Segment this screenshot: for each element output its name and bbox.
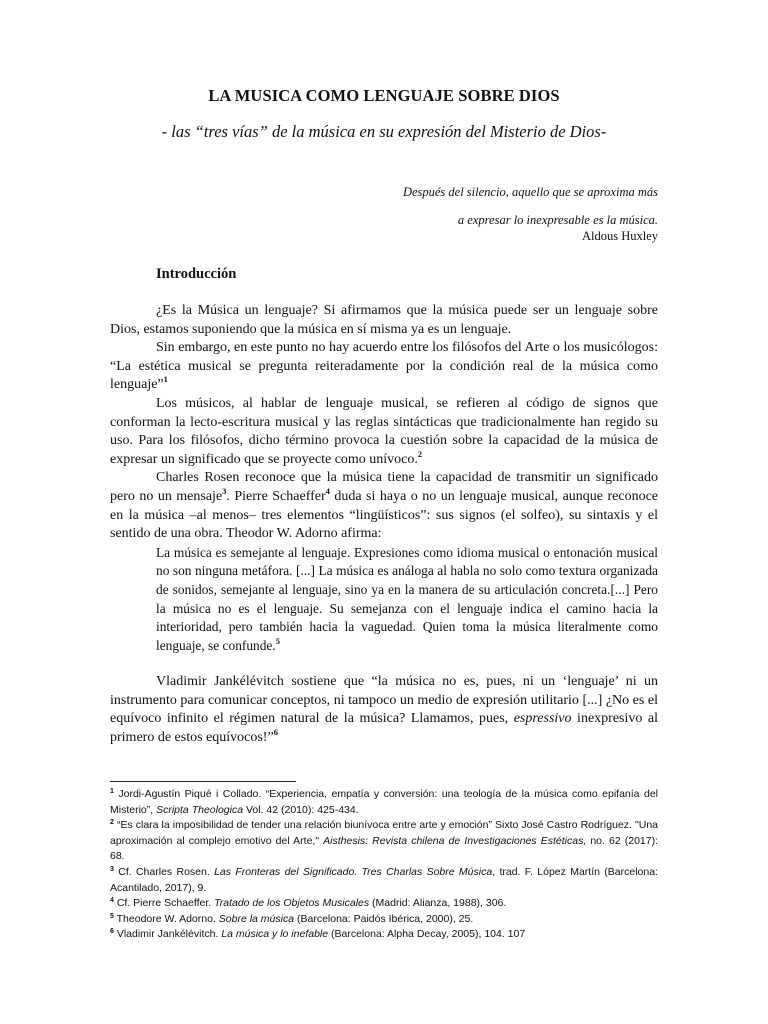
footnote-3-italic: Las Fronteras del Significado. Tres Charlas Sobre Música <box>214 865 493 878</box>
block-quote-text: La música es semejante al lenguaje. Expresiones como idioma musical o entonación musical no son ninguna metáfora. [...] La música es análoga al habla no solo como textura organizada de sonidos, semejante al lenguaje, sino ya en la manera de su articulación concreta.[...] Pero la música no es el lenguaje. Su semejanza con el lenguaje indica el camino hacia la interioridad, pero también hacia la vaguedad. Quien toma la música literalmente como lenguaje, se confunde. <box>156 544 658 653</box>
footnote-1-text-c: Vol. 42 (2010): 425-434. <box>243 803 359 816</box>
paragraph-4-text-c: duda si haya o no un lenguaje musical, aunque reconoce en la música –al menos– tres elementos “lingüísticos”: sus signos (el solfeo), su sintaxis y el sentido de una obra. Theodor W. Adorno afirma: <box>110 488 658 542</box>
paragraph-1 <box>110 302 658 339</box>
paragraph-4-text-b: . Pierre Schaeffer <box>226 488 326 504</box>
paragraph-5-text-a: Vladimir Jankélévitch sostiene que “la música no es, pues, ni un ‘lenguaje’ ni un instrumento para comunicar conceptos, ni tampoco un medio de expresión utilitario [...] ¿No es el equívoco infinito el régimen natural de la música? Llamamos, pues, <box>110 674 658 727</box>
footnote-ref-6[interactable]: 6 <box>273 727 278 738</box>
paragraph-4 <box>110 469 658 543</box>
footnote-2-text-a: “Es clara la imposibilidad de tender una relación biunívoca entre arte y emoción” Sixto José Castro Rodríguez. "Una aproximación al complejo emotivo del Arte," <box>110 819 658 847</box>
epigraph-line-1: Después del silencio, aquello que se aproxima más <box>402 185 658 199</box>
footnote-ref-5[interactable]: 5 <box>275 635 280 646</box>
footnote-3-text-c: , trad. F. López Martín (Barcelona: Acantilado, 2017), 9. <box>110 865 658 894</box>
footnote-6 <box>110 927 658 943</box>
paragraph-5-text-c: inexpresivo al primero de estos equívocos!” <box>110 711 659 746</box>
paragraph-2-text: Sin embargo, en este punto no hay acuerdo entre los filósofos del Arte o los musicólogos: “La estética musical se pregunta reiteradamente por la condición real de la música como lenguaje” <box>110 340 658 393</box>
footnote-6-text-a: Vladimir Jankélévitch. <box>113 928 222 941</box>
footnote-2-italic: Aisthesis: Revista chilena de Investigaciones Estéticas, <box>323 834 587 847</box>
footnote-5-text-a: Theodore W. Adorno. <box>113 912 219 925</box>
footnote-4-text-c: (Madrid: Alianza, 1988), 306. <box>369 897 507 910</box>
footnote-ref-2[interactable]: 2 <box>417 448 423 459</box>
paragraph-5-italic: espressivo <box>513 711 572 727</box>
epigraph-author: Aldous Huxley <box>581 229 658 243</box>
paragraph-4-text-a: Charles Rosen reconoce que la música tiene la capacidad de transmitir un significado pero no un mensaje <box>110 470 658 504</box>
footnote-3 <box>110 865 658 896</box>
footnote-mark-1: 1 <box>110 788 114 795</box>
document-subtitle: - las “tres vías” de la música en su expresión del Misterio de Dios- <box>161 122 607 141</box>
footnote-4-text-a: Cf. Pierre Schaeffer. <box>113 897 215 910</box>
footnote-5-text-c: (Barcelona: Paidós Ibérica, 2000), 25. <box>294 912 474 925</box>
footnote-separator <box>110 781 296 782</box>
footnote-mark-2: 2 <box>110 819 114 827</box>
footnote-mark-4: 4 <box>110 897 114 905</box>
footnote-mark-6: 6 <box>110 928 114 936</box>
paragraph-1-text: ¿Es la Música un lenguaje? Si afirmamos que la música puede ser un lenguaje sobre Dios, estamos suponiendo que la música en sí misma ya es un lenguaje. <box>110 303 658 337</box>
footnote-ref-4[interactable]: 4 <box>325 485 330 496</box>
paragraph-3 <box>110 395 658 469</box>
section-heading: Introducción <box>156 266 237 282</box>
block-quote <box>156 544 658 656</box>
footnote-ref-3[interactable]: 3 <box>222 485 227 496</box>
footnote-5 <box>110 912 658 928</box>
footnote-mark-3: 3 <box>110 865 114 873</box>
footnote-1-text-a: Jordi-Agustín Piqué i Collado. “Experiencia, empatía y conversión: una teología de la música como epifanía del Misterio”, <box>110 788 658 816</box>
footnotes <box>110 787 658 943</box>
epigraph-line-2: a expresar lo inexpresable es la música. <box>457 213 658 227</box>
footnote-1 <box>110 787 658 818</box>
footnote-ref-1[interactable]: 1 <box>163 374 168 385</box>
footnote-1-italic: Scripta Theologica <box>156 803 244 816</box>
footnote-3-text-a: Cf. Charles Rosen. <box>113 865 215 878</box>
paragraph-2 <box>110 339 658 395</box>
footnote-4-italic: Tratado de los Objetos Musicales <box>214 897 370 910</box>
footnote-mark-5: 5 <box>110 912 114 920</box>
footnote-2-text-c: no. 62 (2017): 68. <box>110 834 659 863</box>
footnote-4 <box>110 896 658 912</box>
footnote-5-italic: Sobre la música <box>218 912 295 925</box>
footnote-2 <box>110 818 658 865</box>
paragraph-3-text: Los músicos, al hablar de lenguaje musical, se refieren al código de signos que conforman la lecto-escritura musical y las reglas sintácticas que tradicionalmente han regido su uso. Para los filósofos, dicho término provoca la cuestión sobre la capacidad de la música de expresar un significado que se proyecte como unívoco. <box>110 395 658 467</box>
document-title: LA MUSICA COMO LENGUAJE SOBRE DIOS <box>208 86 560 105</box>
footnote-6-text-c: (Barcelona: Alpha Decay, 2005), 104. 107 <box>328 928 526 941</box>
body-text <box>110 302 658 748</box>
paragraph-5 <box>110 673 658 747</box>
footnote-6-italic: La música y lo inefable <box>221 928 329 941</box>
